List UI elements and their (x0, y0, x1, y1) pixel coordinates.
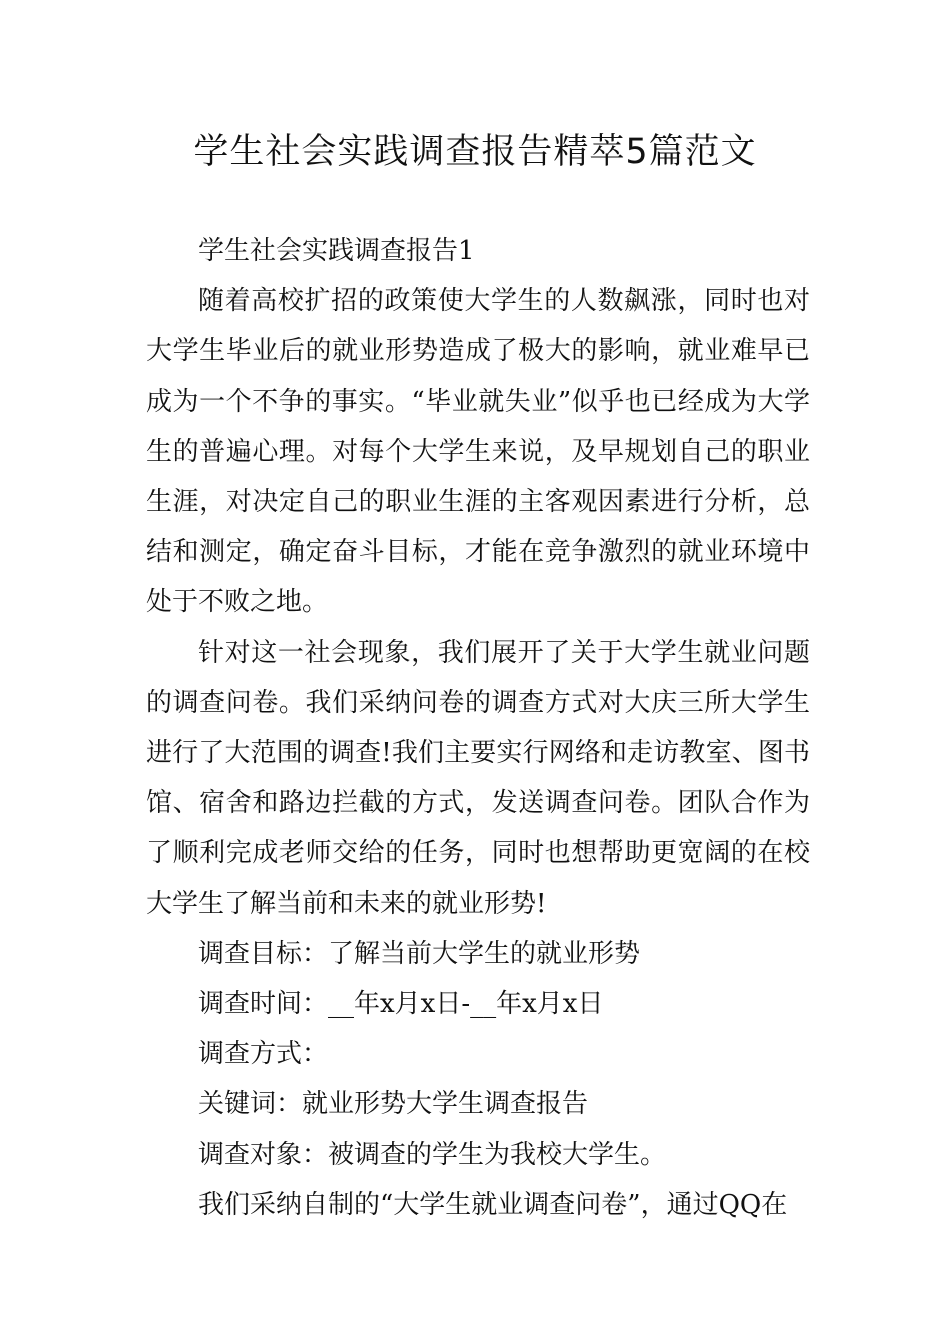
document-body (146, 226, 810, 1230)
survey-subject-line: 调查对象：被调查的学生为我校大学生。 (198, 1139, 667, 1170)
section-heading: 学生社会实践调查报告1 (198, 236, 475, 266)
keywords-line: 关键词：就业形势大学生调查报告 (198, 1089, 589, 1120)
body-paragraph: 随着高校扩招的政策使大学生的人数飙涨，同时也对大学生毕业后的就业形势造成了极大的影响，就业难早已成为一个不争的事实。“毕业就失业”似乎也已经成为大学生的普遍心理。对每个大学生来说，及早规划自己的职业生涯，对决定自己的职业生涯的主客观因素进行分析，总结和测定，确定奋斗目标，才能在竞争激烈的就业环境中处于不败之地。 (146, 286, 810, 618)
survey-goal-line: 调查目标：了解当前大学生的就业形势 (198, 938, 641, 969)
body-paragraph: 针对这一社会现象，我们展开了关于大学生就业问题的调查问卷。我们采纳问卷的调查方式对大庆三所大学生进行了大范围的调查!我们主要实行网络和走访教室、图书馆、宿舍和路边拦截的方式，发送调查问卷。团队合作为了顺利完成老师交给的任务，同时也想帮助更宽阔的在校大学生了解当前和未来的就业形势! (146, 637, 810, 919)
survey-time-line: 调查时间：__年x月x日-__年x月x日 (198, 989, 604, 1020)
survey-method-line: 调查方式： (198, 1039, 329, 1070)
document-title: 学生社会实践调查报告精萃5篇范文 (193, 132, 757, 172)
body-paragraph: 我们采纳自制的“大学生就业调查问卷”，通过QQ在 (198, 1189, 788, 1220)
